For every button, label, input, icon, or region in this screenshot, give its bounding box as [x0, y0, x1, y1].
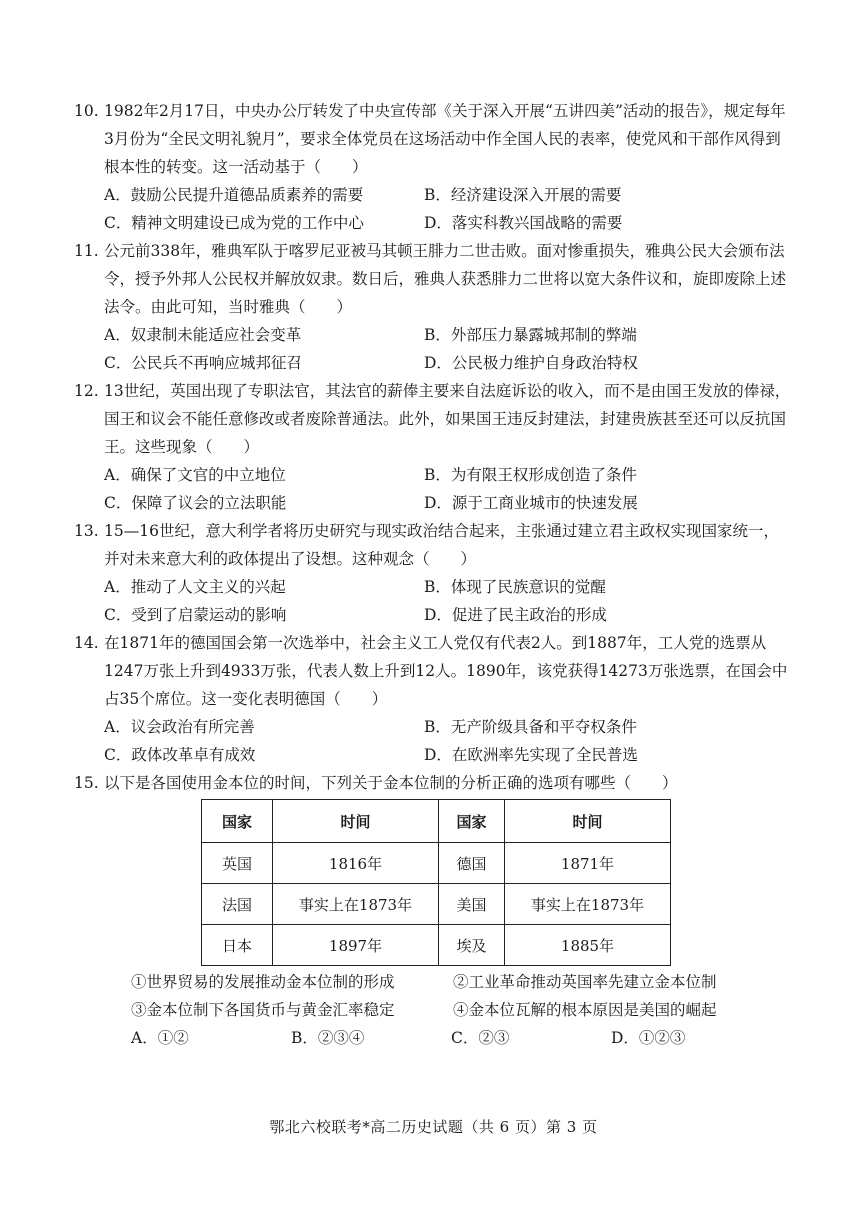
question-11 — [74, 237, 794, 377]
question-13 — [74, 517, 794, 629]
table-cell: 埃及 — [439, 925, 505, 966]
table-cell: 日本 — [202, 925, 273, 966]
question-stem: 公元前338年，雅典军队于喀罗尼亚被马其顿王腓力二世击败。面对惨重损失，雅典公民大会颁布法令，授予外邦人公民权并解放奴隶。数日后，雅典人获悉腓力二世将以宽大条件议和，旋即废除上述法令。由此可知，当时雅典（ ） — [104, 242, 787, 316]
page-footer: 鄂北六校联考*高二历史试题（共 6 页）第 3 页 — [269, 1118, 598, 1136]
question-stem: 在1871年的德国国会第一次选举中，社会主义工人党仅有代表2人。到1887年，工人党的选票从1247万张上升到4933万张，代表人数上升到12人。1890年，该党获得14273万张选票，在国会中占35个席位。这一变化表明德国（ ） — [104, 634, 788, 708]
table-header-row — [202, 800, 671, 843]
option-c: C．受到了启蒙运动的影响 — [104, 606, 287, 624]
question-number: 14. — [74, 634, 99, 652]
question-stem: 以下是各国使用金本位的时间，下列关于金本位制的分析正确的选项有哪些（ ） — [104, 774, 678, 792]
question-number: 10. — [74, 102, 99, 120]
table-cell: 美国 — [439, 884, 505, 925]
option-c: C．精神文明建设已成为党的工作中心 — [104, 214, 364, 232]
statement-4: ④金本位瓦解的根本原因是美国的崛起 — [453, 1001, 717, 1019]
question-12 — [74, 377, 794, 517]
option-a: A．鼓励公民提升道德品质素养的需要 — [104, 186, 364, 204]
answer-b: B．②③④ — [291, 1029, 365, 1047]
table-header: 时间 — [273, 800, 439, 843]
table-cell: 1816年 — [273, 843, 439, 884]
question-stem: 13世纪，英国出现了专职法官，其法官的薪俸主要来自法庭诉讼的收入，而不是由国王发放的俸禄，国王和议会不能任意修改或者废除普通法。此外，如果国王违反封建法，封建贵族甚至还可以反抗国王。这些现象（ ） — [104, 382, 791, 456]
table-header: 国家 — [439, 800, 505, 843]
statement-2: ②工业革命推动英国率先建立金本位制 — [453, 973, 717, 991]
answer-c: C．②③ — [451, 1029, 510, 1047]
question-number: 11. — [74, 242, 99, 260]
option-a: A．确保了文官的中立地位 — [104, 466, 286, 484]
table-cell: 德国 — [439, 843, 505, 884]
question-10 — [74, 97, 794, 237]
question-number: 13. — [74, 522, 99, 540]
option-b: B．外部压力暴露城邦制的弊端 — [424, 326, 637, 344]
option-d: D．促进了民主政治的形成 — [424, 606, 607, 624]
question-stem: 1982年2月17日，中央办公厅转发了中央宣传部《关于深入开展“五讲四美”活动的报告》，规定每年3月份为“全民文明礼貌月”，要求全体党员在这场活动中作全国人民的表率，使党风和干部作风得到根本性的转变。这一活动基于（ ） — [104, 102, 786, 176]
option-d: D．源于工商业城市的快速发展 — [424, 494, 638, 512]
table-row — [202, 843, 671, 884]
option-b: B．体现了民族意识的觉醒 — [424, 578, 606, 596]
option-a: A．推动了人文主义的兴起 — [104, 578, 286, 596]
answer-options — [131, 1024, 771, 1052]
option-b: B．为有限王权形成创造了条件 — [424, 466, 637, 484]
question-14 — [74, 629, 794, 769]
table-row — [202, 925, 671, 966]
option-d: D．落实科教兴国战略的需要 — [424, 214, 623, 232]
question-15 — [74, 769, 794, 797]
answer-d: D．①②③ — [611, 1029, 686, 1047]
question-number: 15. — [74, 774, 99, 792]
table-header: 国家 — [202, 800, 273, 843]
table-cell: 1871年 — [505, 843, 671, 884]
option-a: A．奴隶制未能适应社会变革 — [104, 326, 302, 344]
option-c: C．公民兵不再响应城邦征召 — [104, 354, 302, 372]
question-number: 12. — [74, 382, 99, 400]
table-cell: 事实上在1873年 — [273, 884, 439, 925]
table-cell: 1885年 — [505, 925, 671, 966]
table-cell: 事实上在1873年 — [505, 884, 671, 925]
table-header: 时间 — [505, 800, 671, 843]
statement-3: ③金本位制下各国货币与黄金汇率稳定 — [131, 1001, 395, 1019]
option-b: B．经济建设深入开展的需要 — [424, 186, 622, 204]
option-c: C．保障了议会的立法职能 — [104, 494, 287, 512]
option-b: B．无产阶级具备和平夺权条件 — [424, 718, 637, 736]
option-c: C．政体改革卓有成效 — [104, 746, 256, 764]
table-cell: 英国 — [202, 843, 273, 884]
table-cell: 法国 — [202, 884, 273, 925]
statement-1: ①世界贸易的发展推动金本位制的形成 — [131, 973, 395, 991]
option-d: D．公民极力维护自身政治特权 — [424, 354, 638, 372]
question-stem: 15—16世纪，意大利学者将历史研究与现实政治结合起来，主张通过建立君主政权实现国家统一，并对未来意大利的政体提出了设想。这种观念（ ） — [104, 522, 779, 568]
option-a: A．议会政治有所完善 — [104, 718, 255, 736]
table-row — [202, 884, 671, 925]
statement-list — [131, 968, 773, 1024]
option-d: D．在欧洲率先实现了全民普选 — [424, 746, 638, 764]
answer-a: A．①② — [131, 1029, 189, 1047]
gold-standard-table — [201, 799, 671, 966]
table-cell: 1897年 — [273, 925, 439, 966]
